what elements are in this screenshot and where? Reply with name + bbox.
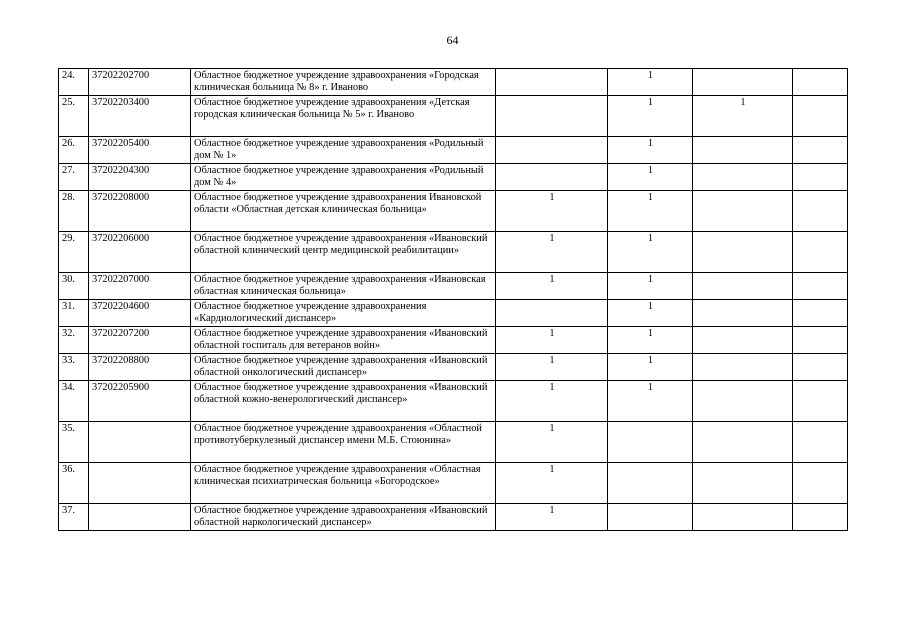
institution-name: Областное бюджетное учреждение здравоохранения Ивановской области «Областная детская клиническая больница» [191, 191, 496, 232]
value-cell [693, 327, 793, 354]
value-cell [608, 463, 693, 504]
institution-name: Областное бюджетное учреждение здравоохранения «Ивановский областной наркологический диспансер» [191, 504, 496, 531]
table-row [59, 354, 848, 381]
table-row [59, 422, 848, 463]
value-cell [496, 137, 608, 164]
institution-code: 37202205400 [89, 137, 191, 164]
value-cell [793, 164, 848, 191]
row-number: 36. [59, 463, 89, 504]
value-cell [693, 273, 793, 300]
table-row [59, 164, 848, 191]
table-row [59, 381, 848, 422]
institution-name: Областное бюджетное учреждение здравоохранения «Ивановская областная клиническая больница» [191, 273, 496, 300]
value-cell: 1 [496, 463, 608, 504]
institution-code: 37202204300 [89, 164, 191, 191]
value-cell [693, 232, 793, 273]
value-cell: 1 [693, 96, 793, 137]
institution-code: 37202203400 [89, 96, 191, 137]
value-cell: 1 [608, 96, 693, 137]
row-number: 37. [59, 504, 89, 531]
institution-code: 37202207000 [89, 273, 191, 300]
row-number: 35. [59, 422, 89, 463]
value-cell [693, 137, 793, 164]
value-cell: 1 [608, 354, 693, 381]
row-number: 29. [59, 232, 89, 273]
value-cell: 1 [608, 381, 693, 422]
value-cell [793, 422, 848, 463]
table-row [59, 137, 848, 164]
value-cell: 1 [608, 191, 693, 232]
value-cell: 1 [608, 273, 693, 300]
institution-code [89, 504, 191, 531]
value-cell: 1 [496, 273, 608, 300]
value-cell [496, 69, 608, 96]
table-row [59, 300, 848, 327]
value-cell [793, 69, 848, 96]
value-cell: 1 [496, 327, 608, 354]
institution-name: Областное бюджетное учреждение здравоохранения «Родильный дом № 4» [191, 164, 496, 191]
value-cell [793, 232, 848, 273]
value-cell: 1 [608, 300, 693, 327]
value-cell: 1 [608, 164, 693, 191]
table-row [59, 463, 848, 504]
institution-code: 37202205900 [89, 381, 191, 422]
value-cell: 1 [496, 422, 608, 463]
value-cell [693, 354, 793, 381]
table-row [59, 504, 848, 531]
page-number: 64 [446, 33, 459, 47]
value-cell [496, 300, 608, 327]
value-cell [693, 463, 793, 504]
value-cell: 1 [496, 191, 608, 232]
value-cell [793, 381, 848, 422]
table-row [59, 232, 848, 273]
value-cell: 1 [608, 232, 693, 273]
value-cell [793, 504, 848, 531]
table-row [59, 69, 848, 96]
value-cell [793, 191, 848, 232]
value-cell [693, 381, 793, 422]
value-cell [793, 327, 848, 354]
institution-name: Областное бюджетное учреждение здравоохранения «Ивановский областной онкологический диспансер» [191, 354, 496, 381]
table-row [59, 96, 848, 137]
value-cell [793, 354, 848, 381]
value-cell [793, 137, 848, 164]
institution-code [89, 422, 191, 463]
institution-name: Областное бюджетное учреждение здравоохранения «Ивановский областной кожно-венерологический диспансер» [191, 381, 496, 422]
institution-code: 37202208000 [89, 191, 191, 232]
institution-name: Областное бюджетное учреждение здравоохранения «Областная клиническая психиатрическая больница «Богородское» [191, 463, 496, 504]
row-number: 31. [59, 300, 89, 327]
value-cell [793, 463, 848, 504]
value-cell [608, 504, 693, 531]
value-cell: 1 [496, 232, 608, 273]
value-cell: 1 [496, 354, 608, 381]
row-number: 27. [59, 164, 89, 191]
institution-code: 37202204600 [89, 300, 191, 327]
row-number: 32. [59, 327, 89, 354]
institution-name: Областное бюджетное учреждение здравоохранения «Кардиологический диспансер» [191, 300, 496, 327]
value-cell [793, 300, 848, 327]
institutions-table [58, 68, 848, 531]
institution-name: Областное бюджетное учреждение здравоохранения «Городская клиническая больница № 8» г. Иваново [191, 69, 496, 96]
value-cell [693, 164, 793, 191]
institution-code: 37202208800 [89, 354, 191, 381]
institution-name: Областное бюджетное учреждение здравоохранения «Ивановский областной госпиталь для ветеранов войн» [191, 327, 496, 354]
value-cell: 1 [608, 137, 693, 164]
table-row [59, 327, 848, 354]
institution-name: Областное бюджетное учреждение здравоохранения «Родильный дом № 1» [191, 137, 496, 164]
row-number: 25. [59, 96, 89, 137]
row-number: 34. [59, 381, 89, 422]
value-cell [693, 504, 793, 531]
value-cell: 1 [608, 327, 693, 354]
table-row [59, 273, 848, 300]
value-cell [693, 69, 793, 96]
institution-code: 37202202700 [89, 69, 191, 96]
value-cell: 1 [608, 69, 693, 96]
value-cell [496, 96, 608, 137]
institution-code [89, 463, 191, 504]
value-cell [793, 273, 848, 300]
value-cell [693, 191, 793, 232]
row-number: 33. [59, 354, 89, 381]
value-cell [608, 422, 693, 463]
value-cell [693, 300, 793, 327]
value-cell [793, 96, 848, 137]
institution-name: Областное бюджетное учреждение здравоохранения «Ивановский областной клинический центр медицинской реабилитации» [191, 232, 496, 273]
value-cell: 1 [496, 504, 608, 531]
table-row [59, 191, 848, 232]
value-cell [496, 164, 608, 191]
institution-code: 37202206000 [89, 232, 191, 273]
row-number: 30. [59, 273, 89, 300]
row-number: 28. [59, 191, 89, 232]
value-cell: 1 [496, 381, 608, 422]
institution-code: 37202207200 [89, 327, 191, 354]
institution-name: Областное бюджетное учреждение здравоохранения «Детская городская клиническая больница № 5» г. Иваново [191, 96, 496, 137]
row-number: 26. [59, 137, 89, 164]
row-number: 24. [59, 69, 89, 96]
value-cell [693, 422, 793, 463]
institution-name: Областное бюджетное учреждение здравоохранения «Областной противотуберкулезный диспансер имени М.Б. Стоюнина» [191, 422, 496, 463]
